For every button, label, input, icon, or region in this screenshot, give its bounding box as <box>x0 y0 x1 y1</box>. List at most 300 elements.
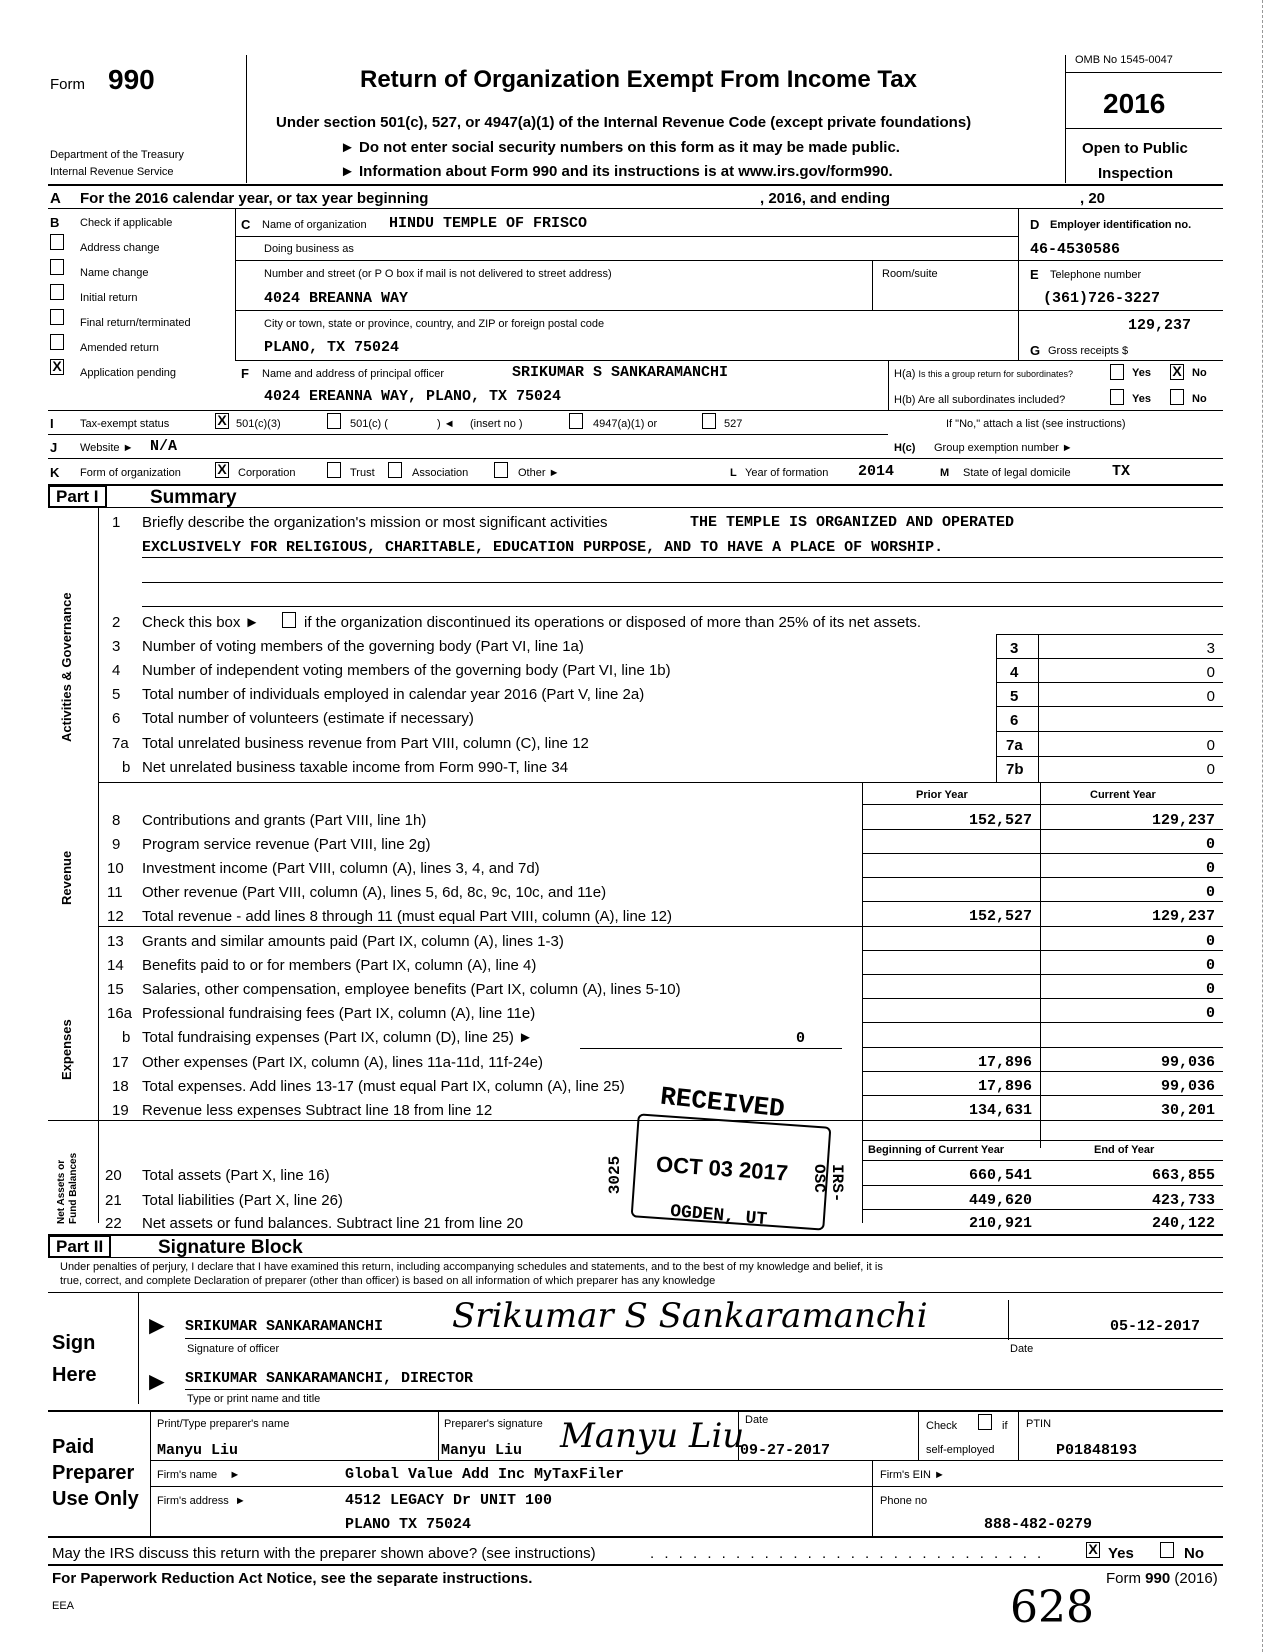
part2-title: Signature Block <box>158 1237 303 1258</box>
preparer-row-rule-1 <box>150 1460 1223 1461</box>
header-divider-right <box>1065 55 1066 183</box>
line21-number: 21 <box>105 1192 122 1209</box>
line-j-letter: J <box>50 440 58 455</box>
line11-number: 11 <box>107 884 123 901</box>
line3-number: 3 <box>112 638 121 655</box>
street-label: Number and street (or P O box if mail is not delivered to street address) <box>264 268 612 280</box>
line12-prior: 152,527 <box>968 908 1032 925</box>
line21-end: 423,733 <box>1151 1192 1215 1209</box>
prep-col-1 <box>438 1410 439 1460</box>
city-label: City or town, state or province, country, and ZIP or foreign postal code <box>264 318 605 330</box>
insert-no-label: (insert no ) <box>470 418 523 430</box>
line8-number: 8 <box>112 812 121 829</box>
side-label-expenses: Expenses <box>59 1019 74 1080</box>
line5-text: Total number of individuals employed in calendar year 2016 (Part V, line 2a) <box>142 686 645 703</box>
line5-value: 0 <box>1206 688 1215 705</box>
firm-ein-divider <box>872 1460 873 1536</box>
application-pending-label: Application pending <box>80 367 177 379</box>
line6-text: Total number of volunteers (estimate if necessary) <box>142 710 474 727</box>
section-g-letter: G <box>1030 343 1041 358</box>
line13-text: Grants and similar amounts paid (Part IX, column (A), lines 1-3) <box>142 933 564 950</box>
line10-text: Investment income (Part VIII, column (A), lines 3, 4, and 7d) <box>142 860 540 877</box>
mission-rule1 <box>142 557 1223 558</box>
form-subtitle: Under section 501(c), 527, or 4947(a)(1) of the Internal Revenue Code (except private foundations) <box>276 114 972 131</box>
exp-row-rule-3 <box>862 998 1223 999</box>
line12-current: 129,237 <box>1151 908 1215 925</box>
signature-label: Signature of officer <box>187 1343 280 1355</box>
line-a-mid: , 2016, and ending <box>760 190 891 207</box>
hc-label: H(c) <box>894 442 916 454</box>
self-employed-checkbox[interactable] <box>978 1414 992 1430</box>
discuss-no-label: No <box>1184 1545 1204 1562</box>
preparer-divider <box>150 1410 151 1536</box>
form-number: 990 <box>108 64 155 95</box>
if-label: if <box>1002 1420 1008 1432</box>
gov-row-rule-1 <box>996 658 1223 659</box>
preparer-date-label: Date <box>745 1414 769 1426</box>
sign-divider <box>138 1292 139 1404</box>
line-f-rule <box>48 410 1223 411</box>
line-a-end: , 20 <box>1080 190 1106 207</box>
hb-yes-checkbox[interactable] <box>1110 389 1124 405</box>
firm-name: Global Value Add Inc MyTaxFiler <box>345 1466 625 1483</box>
received-stamp <box>606 1080 860 1231</box>
name-change-label: Name change <box>80 267 149 279</box>
address-change-label: Address change <box>80 242 160 254</box>
line2-text: if the organization discontinued its operations or disposed of more than 25% of its net assets. <box>304 614 922 631</box>
handwritten-628: 628 <box>1010 1582 1094 1633</box>
preparer-name: Manyu Liu <box>157 1442 239 1459</box>
corporation-label: Corporation <box>238 467 296 479</box>
line-j-rule <box>48 458 1223 459</box>
exp-row-rule-4 <box>862 1022 1223 1023</box>
line19-current: 30,201 <box>1160 1102 1215 1119</box>
prep-col-4 <box>1018 1410 1019 1460</box>
year-formation-label: Year of formation <box>745 467 829 479</box>
line22-text: Net assets or fund balances. Subtract line 21 from line 20 <box>142 1215 524 1232</box>
gov-box-right <box>1038 634 1039 782</box>
dba-rule <box>235 260 1018 261</box>
stamp-received: RECEIVED <box>658 1081 787 1125</box>
line16b-number: b <box>122 1029 131 1046</box>
hb-note: If "No," attach a list (see instructions) <box>946 418 1126 430</box>
footer-rule <box>48 1564 1223 1566</box>
check-label: Check <box>926 1420 958 1432</box>
ptin-label: PTIN <box>1026 1418 1052 1430</box>
state-domicile-value: TX <box>1112 463 1131 480</box>
form-title: Return of Organization Exempt From Income Tax <box>360 66 917 93</box>
part2-title-rule <box>48 1257 1223 1258</box>
penalty-text-2: true, correct, and complete Declaration of preparer (other than officer) is based on all information of which preparer has any knowledge <box>60 1275 716 1287</box>
section-d-letter: D <box>1030 217 1040 232</box>
exp-row-rule-6 <box>862 1071 1223 1072</box>
ein-rule <box>1018 260 1223 261</box>
line-k-letter: K <box>50 465 60 480</box>
preparer-sig-typed: Manyu Liu <box>441 1442 523 1459</box>
stamp-code: 3025 <box>606 1155 625 1195</box>
line6-box: 6 <box>1010 712 1019 729</box>
line16b-text: Total fundraising expenses (Part IX, column (D), line 25) ► <box>142 1029 533 1046</box>
part1-label: Part I <box>48 485 107 508</box>
corporation-checkbox[interactable]: X <box>215 462 229 478</box>
line16a-text: Professional fundraising fees (Part IX, column (A), line 11e) <box>142 1005 536 1022</box>
line7b-box: 7b <box>1006 761 1024 778</box>
part2-top-rule <box>48 1234 1223 1236</box>
prior-year-header: Prior Year <box>916 789 968 801</box>
form-reference: Form 990 (2016) <box>1106 1570 1218 1587</box>
amended-return-label: Amended return <box>80 342 159 354</box>
exp-row-rule-2 <box>862 974 1223 975</box>
omb-line <box>1065 72 1222 73</box>
527-checkbox[interactable] <box>702 413 716 429</box>
line22-number: 22 <box>105 1215 122 1232</box>
line2-pre: Check this box ► <box>142 614 260 631</box>
year-formation-value: 2014 <box>858 463 895 480</box>
form-of-org-label: Form of organization <box>80 467 181 479</box>
section-c-right-border <box>1018 208 1019 360</box>
line18-current: 99,036 <box>1160 1078 1215 1095</box>
current-year-header: Current Year <box>1090 789 1156 801</box>
mission-rule2 <box>142 582 1223 583</box>
preparer-date: 09-27-2017 <box>740 1442 831 1459</box>
inspection: Inspection <box>1098 165 1174 182</box>
exp-row-rule-5 <box>862 1047 1223 1048</box>
line4-number: 4 <box>112 662 121 679</box>
begin-year-header: Beginning of Current Year <box>868 1144 1005 1156</box>
sign-rule <box>185 1338 1223 1339</box>
self-employed-label: self-employed <box>926 1444 995 1456</box>
line-a-text: For the 2016 calendar year, or tax year beginning <box>80 190 429 207</box>
phone-no-label: Phone no <box>880 1495 928 1507</box>
net-row-rule-2 <box>862 1209 1223 1210</box>
officer-typed-name: SRIKUMAR SANKARAMANCHI <box>185 1318 384 1335</box>
association-label: Association <box>412 467 469 479</box>
street-address: 4024 BREANNA WAY <box>264 290 409 307</box>
stamp-date: OCT 03 2017 <box>655 1151 789 1186</box>
final-return-label: Final return/terminated <box>80 317 191 329</box>
sign-date-label: Date <box>1010 1343 1034 1355</box>
line-m-letter: M <box>940 467 950 479</box>
527-label: 527 <box>724 418 743 430</box>
gov-bottom-rule <box>98 782 1223 783</box>
rev-row-rule-2 <box>862 853 1223 854</box>
gov-row-rule-2 <box>996 682 1223 683</box>
501c-checkbox[interactable] <box>327 413 341 429</box>
name-change-checkbox[interactable] <box>50 259 64 275</box>
part1-title: Summary <box>150 487 237 508</box>
line4-text: Number of independent voting members of the governing body (Part VI, line 1b) <box>142 662 671 679</box>
line18-prior: 17,896 <box>977 1078 1032 1095</box>
line3-box: 3 <box>1010 640 1019 657</box>
stamp-side: IRS-OSC <box>810 1164 846 1203</box>
room-divider <box>872 260 873 310</box>
line21-begin: 449,620 <box>968 1192 1032 1209</box>
preparer-signature: Manyu Liu <box>560 1416 745 1456</box>
trust-checkbox[interactable] <box>327 462 341 478</box>
ha-no-label: No <box>1192 367 1207 379</box>
line14-text: Benefits paid to or for members (Part IX, column (A), line 4) <box>142 957 537 974</box>
form-word: Form <box>50 76 85 93</box>
amended-return-checkbox[interactable] <box>50 334 64 350</box>
line19-number: 19 <box>112 1102 129 1119</box>
tax-exempt-label: Tax-exempt status <box>80 418 170 430</box>
scan-edge-mark <box>1262 0 1263 1652</box>
line9-current: 0 <box>1205 836 1215 853</box>
line11-text: Other revenue (Part VIII, column (A), lines 5, 6d, 8c, 9c, 10c, and 11e) <box>142 884 607 901</box>
sign-date-divider <box>1008 1300 1009 1340</box>
line3-text: Number of voting members of the governing body (Part VI, line 1a) <box>142 638 584 655</box>
initial-return-checkbox[interactable] <box>50 284 64 300</box>
section-b-letter: B <box>50 215 60 230</box>
irs-label: Internal Revenue Service <box>50 166 174 178</box>
sign-arrow-1: ► <box>144 1310 170 1340</box>
gov-box-left <box>996 634 997 782</box>
hb-label: H(b) Are all subordinates included? <box>894 394 1066 406</box>
omb-number: OMB No 1545-0047 <box>1075 54 1173 66</box>
line9-text: Program service revenue (Part VIII, line 2g) <box>142 836 431 853</box>
sign-word: Sign <box>52 1332 96 1354</box>
eea-label: EEA <box>52 1600 75 1612</box>
net-row-rule-1 <box>862 1185 1223 1186</box>
ha-yes-checkbox[interactable] <box>1110 364 1124 380</box>
gross-receipts-label: Gross receipts $ <box>1048 345 1129 357</box>
header-bottom-rule <box>48 184 1223 186</box>
line17-text: Other expenses (Part IX, column (A), lines 11a-11d, 11f-24e) <box>142 1054 544 1071</box>
firm-address-label: Firm's address ► <box>157 1495 246 1507</box>
org-name-rule <box>235 236 1018 237</box>
line14-current: 0 <box>1205 957 1215 974</box>
officer-name: SRIKUMAR S SANKARAMANCHI <box>512 364 729 381</box>
ssn-note: ► Do not enter social security numbers on this form as it may be made public. <box>340 139 900 156</box>
line20-number: 20 <box>105 1167 122 1184</box>
mission-line2: EXCLUSIVELY FOR RELIGIOUS, CHARITABLE, EDUCATION PURPOSE, AND TO HAVE A PLACE OF WORSHIP. <box>142 539 944 556</box>
initial-return-label: Initial return <box>80 292 138 304</box>
officer-label: Name and address of principal officer <box>262 368 445 380</box>
side-label-governance: Activities & Governance <box>59 592 74 742</box>
tax-year: 2016 <box>1103 88 1166 119</box>
501c3-checkbox[interactable]: X <box>215 413 229 429</box>
line10-current: 0 <box>1205 860 1215 877</box>
name-title-rule <box>185 1389 1223 1390</box>
phone-label: Telephone number <box>1050 269 1142 281</box>
line7a-box: 7a <box>1006 737 1023 754</box>
org-name: HINDU TEMPLE OF FRISCO <box>389 215 588 232</box>
line13-current: 0 <box>1205 933 1215 950</box>
address-change-checkbox[interactable] <box>50 234 64 250</box>
hb-yes-label: Yes <box>1132 393 1151 405</box>
line7a-text: Total unrelated business revenue from Part VIII, column (C), line 12 <box>142 735 589 752</box>
gov-row-rule-3 <box>996 706 1223 707</box>
phone-rule <box>1018 310 1223 311</box>
line16b-value: 0 <box>796 1030 806 1047</box>
final-return-checkbox[interactable] <box>50 309 64 325</box>
stamp-border <box>631 1113 832 1230</box>
side-label-border <box>98 507 99 1223</box>
net-top-rule <box>862 1140 1223 1141</box>
website-label: Website ► <box>80 442 134 454</box>
check-if-applicable: Check if applicable <box>80 217 173 229</box>
dba-label: Doing business as <box>264 243 354 255</box>
line15-text: Salaries, other compensation, employee benefits (Part IX, column (A), lines 5-10) <box>142 981 681 998</box>
ha-yes-label: Yes <box>1132 367 1151 379</box>
org-name-label: Name of organization <box>262 219 367 231</box>
preparer-word: Preparer <box>52 1462 135 1484</box>
discuss-yes-checkbox[interactable]: X <box>1086 1542 1100 1558</box>
line3-value: 3 <box>1206 640 1215 657</box>
gov-row-rule-5 <box>996 756 1223 757</box>
line8-prior: 152,527 <box>968 812 1032 829</box>
line8-current: 129,237 <box>1151 812 1215 829</box>
501c-close: ) ◄ <box>437 418 455 430</box>
line22-begin: 210,921 <box>968 1215 1032 1232</box>
firm-address-2: PLANO TX 75024 <box>345 1516 472 1533</box>
officer-address: 4024 EREANNA WAY, PLANO, TX 75024 <box>264 388 562 405</box>
officer-name-title: SRIKUMAR SANKARAMANCHI, DIRECTOR <box>185 1370 474 1387</box>
preparer-name-label: Print/Type preparer's name <box>157 1418 290 1430</box>
other-checkbox[interactable] <box>494 462 508 478</box>
line7b-number: b <box>122 759 131 776</box>
net-head-rule <box>862 1160 1223 1161</box>
line7b-text: Net unrelated business taxable income from Form 990-T, line 34 <box>142 759 569 776</box>
line7a-value: 0 <box>1206 737 1215 754</box>
line10-number: 10 <box>107 860 124 877</box>
line5-number: 5 <box>112 686 121 703</box>
part2-label: Part II <box>48 1235 111 1258</box>
street-rule <box>235 310 1018 311</box>
exp-row-rule-1 <box>862 950 1223 951</box>
discontinued-checkbox[interactable] <box>282 612 296 628</box>
line16a-number: 16a <box>107 1005 133 1022</box>
prep-col-2 <box>738 1410 739 1460</box>
line5-box: 5 <box>1010 688 1019 705</box>
preparer-sig-label: Preparer's signature <box>444 1418 543 1430</box>
exp-row-rule-7 <box>862 1095 1223 1096</box>
rev-row-rule-1 <box>862 829 1223 830</box>
part1-title-rule <box>48 507 1223 508</box>
line20-begin: 660,541 <box>968 1167 1032 1184</box>
department-label: Department of the Treasury <box>50 149 184 161</box>
here-word: Here <box>52 1364 97 1386</box>
ptin-value: P01848193 <box>1056 1442 1138 1459</box>
ein-label: Employer identification no. <box>1050 219 1192 231</box>
section-c-left-border <box>235 208 236 360</box>
ein-value: 46-4530586 <box>1030 241 1121 258</box>
line14-number: 14 <box>107 957 124 974</box>
hb-no-label: No <box>1192 393 1207 405</box>
line15-number: 15 <box>107 981 124 998</box>
line17-prior: 17,896 <box>977 1054 1032 1071</box>
gov-row-rule-4 <box>996 731 1223 732</box>
website-value: N/A <box>150 438 178 455</box>
line20-text: Total assets (Part X, line 16) <box>142 1167 330 1184</box>
501c-label: 501(c) ( <box>350 418 388 430</box>
officer-signature: Srikumar S Sankaramanchi <box>452 1296 928 1336</box>
line7a-number: 7a <box>112 735 129 752</box>
info-note: ► Information about Form 990 and its instructions is at www.irs.gov/form990. <box>340 163 893 180</box>
paperwork-notice: For Paperwork Reduction Act Notice, see the separate instructions. <box>52 1570 533 1587</box>
trust-label: Trust <box>350 467 375 479</box>
phone-value: (361)726-3227 <box>1043 290 1161 307</box>
prep-col-3 <box>918 1410 919 1460</box>
name-title-label: Type or print name and title <box>187 1393 321 1405</box>
gross-receipts-value: 129,237 <box>1128 317 1192 334</box>
preparer-bottom-rule <box>48 1536 1223 1538</box>
sign-date: 05-12-2017 <box>1110 1318 1201 1335</box>
use-only-word: Use Only <box>52 1488 139 1510</box>
part1-top-rule <box>48 484 1223 486</box>
line15-current: 0 <box>1205 981 1215 998</box>
line22-end: 240,122 <box>1151 1215 1215 1232</box>
section-c-bottom-rule <box>235 360 1223 361</box>
line17-number: 17 <box>112 1054 129 1071</box>
line12-number: 12 <box>107 908 124 925</box>
rev-row-rule-4 <box>862 901 1223 902</box>
ha-no-checkbox[interactable]: X <box>1170 364 1184 380</box>
paid-word: Paid <box>52 1436 95 1458</box>
mission-rule3 <box>142 606 1223 607</box>
discuss-dots: . . . . . . . . . . . . . . . . . . . . . . . . . . . . <box>650 1545 1045 1562</box>
discuss-yes-label: Yes <box>1108 1545 1134 1562</box>
line18-text: Total expenses. Add lines 13-17 (must equal Part IX, column (A), line 25) <box>142 1078 625 1095</box>
rev-bottom-rule <box>98 926 1223 927</box>
line-a-letter: A <box>50 190 61 207</box>
room-label: Room/suite <box>882 268 938 280</box>
line18-number: 18 <box>112 1078 129 1095</box>
rev-head-rule <box>862 804 1223 805</box>
line11-current: 0 <box>1205 884 1215 901</box>
line4-box: 4 <box>1010 664 1019 681</box>
line19-text: Revenue less expenses Subtract line 18 from line 12 <box>142 1102 493 1119</box>
line1-text: Briefly describe the organization's mission or most significant activities <box>142 514 608 531</box>
firm-ein-label: Firm's EIN ► <box>880 1469 945 1481</box>
penalty-rule <box>48 1292 1223 1293</box>
h-divider <box>888 360 889 410</box>
line16a-current: 0 <box>1205 1005 1215 1022</box>
line17-current: 99,036 <box>1160 1054 1215 1071</box>
4947-label: 4947(a)(1) or <box>593 418 658 430</box>
preparer-phone: 888-482-0279 <box>984 1516 1093 1533</box>
other-label: Other ► <box>518 467 560 479</box>
4947-checkbox[interactable] <box>569 413 583 429</box>
side-label-revenue: Revenue <box>59 850 74 905</box>
section-e-letter: E <box>1030 267 1039 282</box>
line-i-rule <box>48 434 888 435</box>
preparer-row-rule-2 <box>150 1486 1223 1487</box>
stamp-bottom: OGDEN, UT <box>669 1201 768 1231</box>
line8-text: Contributions and grants (Part VIII, line 1h) <box>142 812 427 829</box>
firm-address-1: 4512 LEGACY Dr UNIT 100 <box>345 1492 553 1509</box>
line6-number: 6 <box>112 710 121 727</box>
mission-line1: THE TEMPLE IS ORGANIZED AND OPERATED <box>690 514 1015 531</box>
line13-number: 13 <box>107 933 124 950</box>
end-year-header: End of Year <box>1094 1144 1155 1156</box>
discuss-no-checkbox[interactable] <box>1160 1542 1174 1558</box>
line9-number: 9 <box>112 836 121 853</box>
association-checkbox[interactable] <box>388 462 402 478</box>
line20-end: 663,855 <box>1151 1167 1215 1184</box>
hb-no-checkbox[interactable] <box>1170 389 1184 405</box>
line12-text: Total revenue - add lines 8 through 11 (must equal Part VIII, column (A), line 12) <box>142 908 672 925</box>
hc-text: Group exemption number ► <box>934 442 1073 454</box>
state-domicile-label: State of legal domicile <box>963 467 1071 479</box>
section-f-letter: F <box>241 366 249 381</box>
501c3-label: 501(c)(3) <box>236 418 281 430</box>
application-pending-checkbox[interactable]: X <box>50 359 64 375</box>
open-public: Open to Public <box>1082 140 1188 157</box>
rev-row-rule-3 <box>862 877 1223 878</box>
line-a-rule <box>48 208 1223 209</box>
line1-number: 1 <box>112 514 121 531</box>
